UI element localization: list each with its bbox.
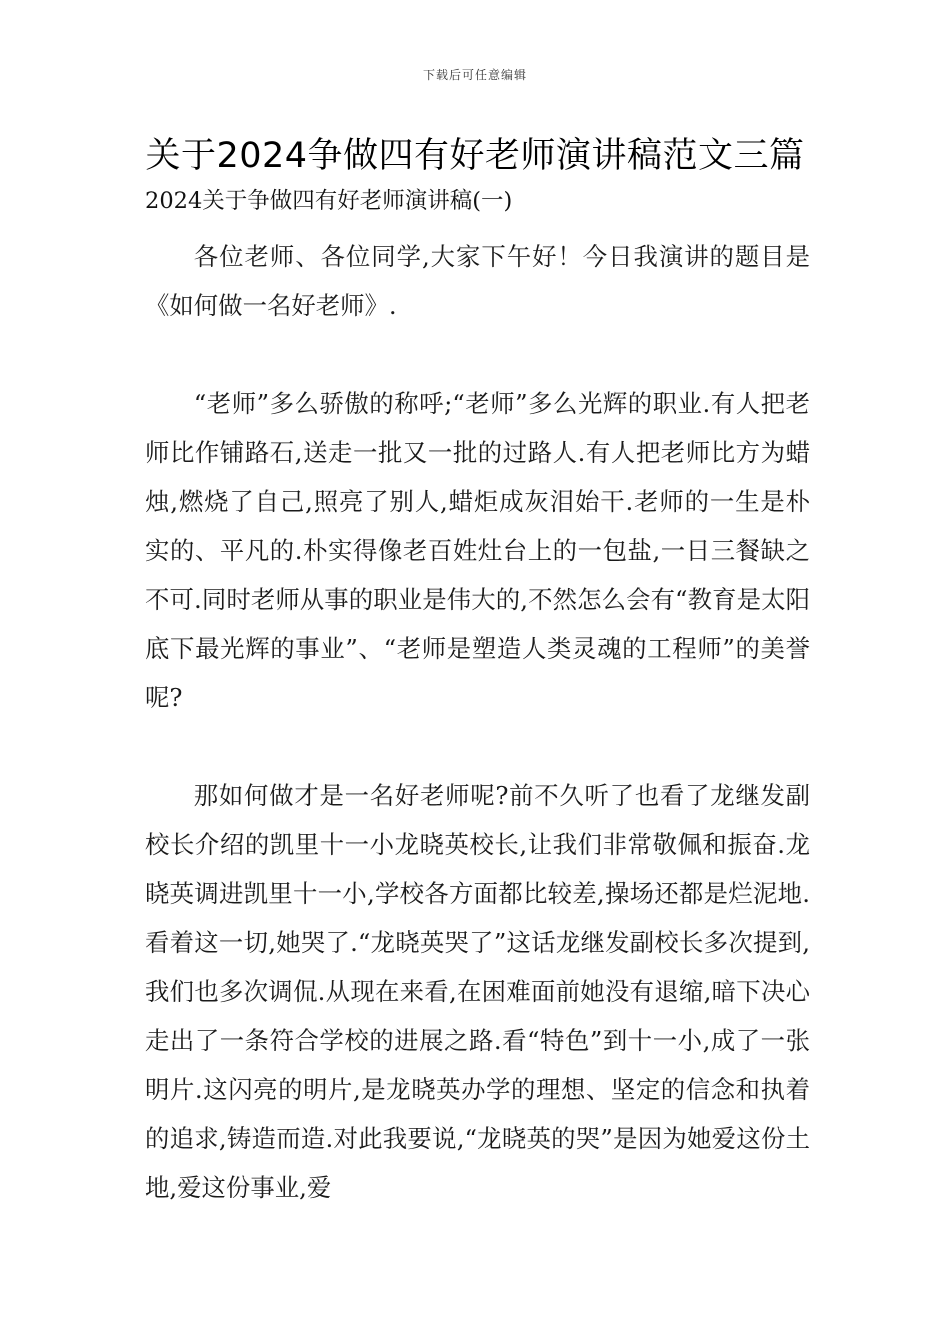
paragraph-greeting: 各位老师、各位同学,大家下午好！今日我演讲的题目是《如何做一名好老师》. (145, 242, 810, 320)
header-note: 下载后可任意编辑 (422, 68, 527, 82)
paragraph-spacer (145, 330, 810, 379)
document-body (145, 232, 810, 1212)
paragraph-good-teacher: 那如何做才是一名好老师呢?前不久听了也看了龙继发副校长介绍的凯里十一小龙晓英校长,让我们非常敬佩和振奋.龙晓英调进凯里十一小,学校各方面都比较差,操场还都是烂泥地.看着这一切,她哭了.“龙晓英哭了”这话龙继发副校长多次提到,我们也多次调侃.从现在来看,在困难面前她没有退缩,暗下决心走出了一条符合学校的进展之路.看“特色”到十一小,成了一张明片.这闪亮的明片,是龙晓英办学的理想、坚定的信念和执着的追求,铸造而造.对此我要说,“龙晓英的哭”是因为她爱这份土地,爱这份事业,爱 (145, 781, 810, 1202)
paragraph-spacer (145, 722, 810, 771)
section-heading: 2024关于争做四有好老师演讲稿(一) (145, 188, 513, 214)
paragraph-teacher-praise: “老师”多么骄傲的称呼;“老师”多么光辉的职业.有人把老师比作铺路石,送走一批又一批的过路人.有人把老师比方为蜡烛,燃烧了自己,照亮了别人,蜡炬成灰泪始干.老师的一生是朴实的、平凡的.朴实得像老百姓灶台上的一包盐,一日三餐缺之不可.同时老师从事的职业是伟大的,不然怎么会有“教育是太阳底下最光辉的事业”、“老师是塑造人类灵魂的工程师”的美誉呢? (145, 389, 810, 712)
document-title: 关于2024争做四有好老师演讲稿范文三篇 (145, 136, 805, 176)
